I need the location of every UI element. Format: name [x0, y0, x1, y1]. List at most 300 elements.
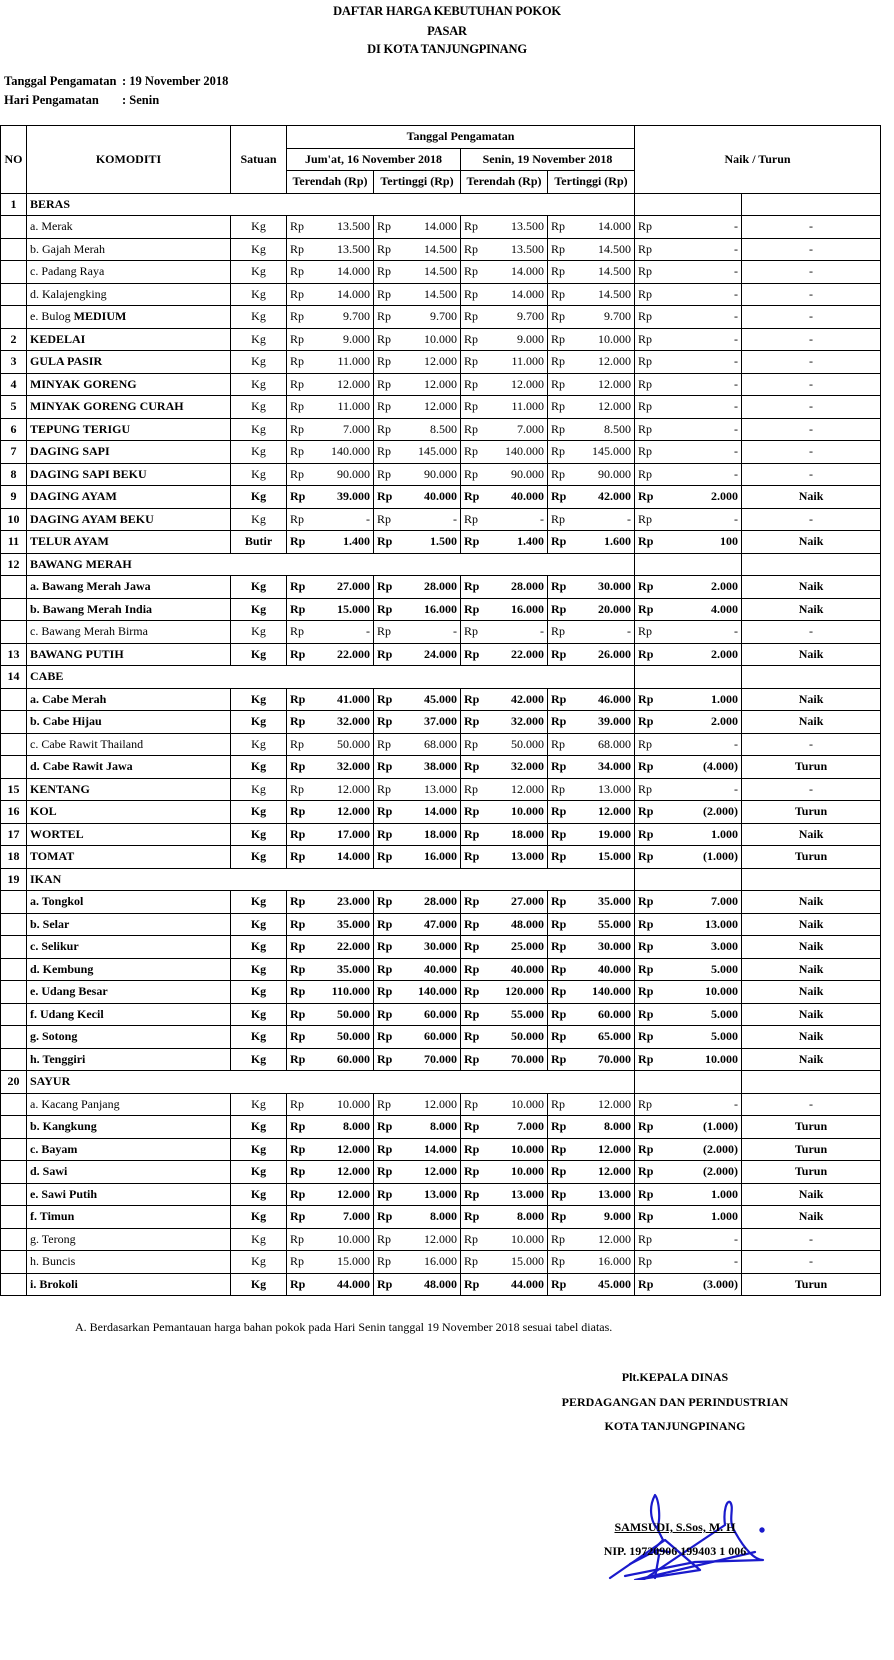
- status-cell: -: [742, 733, 881, 756]
- price-cell: [287, 261, 374, 284]
- change-cell: [635, 756, 742, 779]
- row-komoditi-text: g. Terong: [30, 1231, 76, 1246]
- price-value: 30.000: [598, 939, 632, 954]
- table-row: [1, 1048, 881, 1071]
- header-date-2: Senin, 19 November 2018: [461, 148, 635, 171]
- row-komoditi-text: BAWANG PUTIH: [30, 646, 124, 661]
- table-row: [1, 486, 881, 509]
- price-cell: [548, 486, 635, 509]
- currency-label: Rp: [551, 849, 567, 864]
- price-cell: [461, 936, 548, 959]
- row-komoditi: [27, 418, 231, 441]
- row-komoditi-text: d. Kalajengking: [30, 286, 107, 301]
- change-value: 5.000: [711, 961, 739, 976]
- price-value: -: [627, 511, 632, 526]
- row-no: [1, 576, 27, 599]
- currency-label: Rp: [638, 961, 654, 976]
- row-change-blank: [635, 868, 742, 891]
- price-cell: [374, 238, 461, 261]
- price-cell: [461, 1228, 548, 1251]
- change-cell: [635, 1003, 742, 1026]
- price-value: 9.000: [517, 331, 544, 346]
- currency-label: Rp: [638, 399, 653, 414]
- currency-label: Rp: [464, 1164, 480, 1179]
- status-cell: -: [742, 216, 881, 239]
- price-cell: [374, 283, 461, 306]
- currency-label: Rp: [551, 624, 566, 639]
- currency-label: Rp: [290, 916, 306, 931]
- price-cell: [287, 711, 374, 734]
- row-komoditi: [27, 261, 231, 284]
- change-cell: [635, 801, 742, 824]
- currency-label: Rp: [377, 286, 392, 301]
- currency-label: Rp: [377, 646, 393, 661]
- status-cell: -: [742, 508, 881, 531]
- price-cell: [461, 418, 548, 441]
- price-cell: [548, 981, 635, 1004]
- change-value: 1.000: [711, 826, 739, 841]
- currency-label: Rp: [464, 1276, 480, 1291]
- price-cell: [461, 778, 548, 801]
- row-unit: Kg: [231, 936, 287, 959]
- status-cell: -: [742, 441, 881, 464]
- currency-label: Rp: [638, 781, 653, 796]
- price-cell: [374, 891, 461, 914]
- price-cell: [374, 711, 461, 734]
- currency-label: Rp: [638, 219, 653, 234]
- currency-label: Rp: [638, 984, 654, 999]
- row-unit: Kg: [231, 1093, 287, 1116]
- row-unit: Kg: [231, 1251, 287, 1274]
- status-cell: Turun: [742, 1273, 881, 1296]
- currency-label: Rp: [377, 1051, 393, 1066]
- row-komoditi: [27, 216, 231, 239]
- currency-label: Rp: [551, 534, 567, 549]
- status-cell: -: [742, 1093, 881, 1116]
- change-cell: [635, 1138, 742, 1161]
- price-cell: [548, 351, 635, 374]
- currency-label: Rp: [290, 1119, 306, 1134]
- currency-label: Rp: [377, 1231, 392, 1246]
- price-cell: [548, 396, 635, 419]
- currency-label: Rp: [638, 331, 653, 346]
- price-value: 8.000: [343, 1119, 370, 1134]
- currency-label: Rp: [464, 624, 479, 639]
- price-value: 34.000: [598, 759, 632, 774]
- price-cell: [287, 621, 374, 644]
- price-value: 14.000: [598, 219, 632, 234]
- table-row: [1, 576, 881, 599]
- row-no: [1, 981, 27, 1004]
- observation-day: [4, 93, 159, 108]
- row-no: [1, 711, 27, 734]
- price-cell: [461, 756, 548, 779]
- price-value: 60.000: [424, 1029, 457, 1044]
- row-komoditi-text: DAGING SAPI: [30, 444, 110, 459]
- row-komoditi: [27, 936, 231, 959]
- header-no: NO: [1, 126, 27, 194]
- currency-label: Rp: [290, 1141, 306, 1156]
- row-no: 8: [1, 463, 27, 486]
- change-value: 10.000: [705, 984, 739, 999]
- price-cell: [374, 396, 461, 419]
- row-komoditi-text: c. Padang Raya: [30, 264, 105, 279]
- table-row: [1, 1026, 881, 1049]
- currency-label: Rp: [464, 691, 480, 706]
- table-row: [1, 463, 881, 486]
- price-value: 48.000: [424, 1276, 457, 1291]
- section-row: [1, 868, 881, 891]
- price-value: 1.500: [430, 534, 457, 549]
- price-cell: [548, 1206, 635, 1229]
- currency-label: Rp: [290, 601, 306, 616]
- change-value: (1.000): [703, 1119, 739, 1134]
- currency-label: Rp: [377, 984, 393, 999]
- currency-label: Rp: [638, 1276, 654, 1291]
- row-blank: [231, 666, 635, 689]
- change-cell: [635, 846, 742, 869]
- change-value: 2.000: [711, 714, 739, 729]
- row-unit: Kg: [231, 823, 287, 846]
- price-cell: [461, 958, 548, 981]
- row-unit: Kg: [231, 238, 287, 261]
- price-value: 18.000: [511, 826, 544, 841]
- price-cell: [287, 486, 374, 509]
- currency-label: Rp: [377, 601, 393, 616]
- change-value: -: [734, 376, 739, 391]
- table-row: [1, 598, 881, 621]
- price-cell: [548, 418, 635, 441]
- price-value: -: [627, 624, 632, 639]
- row-unit: Kg: [231, 508, 287, 531]
- price-value: 19.000: [598, 826, 632, 841]
- price-value: 60.000: [337, 1051, 370, 1066]
- row-no: [1, 621, 27, 644]
- status-cell: -: [742, 396, 881, 419]
- currency-label: Rp: [638, 489, 654, 504]
- change-cell: [635, 486, 742, 509]
- row-komoditi-text: a. Kacang Panjang: [30, 1096, 120, 1111]
- doc-title-line3: DI KOTA TANJUNGPINANG: [367, 42, 527, 56]
- currency-label: Rp: [551, 1276, 567, 1291]
- currency-label: Rp: [638, 849, 654, 864]
- currency-label: Rp: [464, 444, 479, 459]
- row-no: [1, 1206, 27, 1229]
- price-cell: [287, 1251, 374, 1274]
- price-cell: [548, 778, 635, 801]
- table-row: [1, 1228, 881, 1251]
- currency-label: Rp: [638, 624, 653, 639]
- price-value: -: [540, 624, 544, 639]
- currency-label: Rp: [464, 1209, 480, 1224]
- row-komoditi-text: DAGING AYAM: [30, 489, 117, 504]
- price-value: 27.000: [511, 894, 544, 909]
- change-cell: [635, 688, 742, 711]
- row-unit: Kg: [231, 1048, 287, 1071]
- price-value: -: [453, 511, 457, 526]
- change-value: -: [734, 354, 739, 369]
- currency-label: Rp: [464, 264, 479, 279]
- row-komoditi: [27, 846, 231, 869]
- change-cell: [635, 418, 742, 441]
- currency-label: Rp: [377, 1186, 393, 1201]
- price-value: 22.000: [337, 939, 370, 954]
- currency-label: Rp: [290, 241, 305, 256]
- row-no: 12: [1, 553, 27, 576]
- price-value: 14.000: [511, 286, 544, 301]
- price-cell: [374, 486, 461, 509]
- change-cell: [635, 463, 742, 486]
- table-row: [1, 801, 881, 824]
- price-cell: [548, 1116, 635, 1139]
- currency-label: Rp: [638, 1254, 653, 1269]
- row-komoditi: [27, 823, 231, 846]
- section-row: [1, 1071, 881, 1094]
- price-cell: [548, 441, 635, 464]
- price-value: 14.000: [337, 264, 370, 279]
- price-cell: [287, 913, 374, 936]
- change-cell: [635, 823, 742, 846]
- price-value: 14.000: [337, 849, 370, 864]
- row-unit: Kg: [231, 576, 287, 599]
- currency-label: Rp: [377, 309, 392, 324]
- price-cell: [374, 621, 461, 644]
- row-komoditi-text: MINYAK GORENG: [30, 376, 137, 391]
- status-cell: Naik: [742, 688, 881, 711]
- row-status-blank: [742, 666, 881, 689]
- table-row: [1, 351, 881, 374]
- change-value: 4.000: [711, 601, 739, 616]
- table-row: [1, 981, 881, 1004]
- currency-label: Rp: [551, 1254, 566, 1269]
- row-unit: Butir: [231, 531, 287, 554]
- change-cell: [635, 598, 742, 621]
- row-unit: Kg: [231, 216, 287, 239]
- price-cell: [461, 373, 548, 396]
- table-row: [1, 1116, 881, 1139]
- header-naik-turun: Naik / Turun: [635, 126, 881, 194]
- change-value: 1.000: [711, 1209, 739, 1224]
- row-unit: Kg: [231, 1183, 287, 1206]
- currency-label: Rp: [290, 511, 305, 526]
- currency-label: Rp: [464, 511, 479, 526]
- currency-label: Rp: [290, 961, 306, 976]
- price-cell: [461, 1048, 548, 1071]
- price-cell: [374, 1093, 461, 1116]
- price-cell: [461, 733, 548, 756]
- currency-label: Rp: [551, 1096, 566, 1111]
- row-komoditi-text: a. Merak: [30, 219, 73, 234]
- price-cell: [548, 463, 635, 486]
- price-cell: [461, 801, 548, 824]
- doc-title-line2: PASAR: [427, 24, 467, 38]
- price-cell: [461, 1273, 548, 1296]
- price-value: 40.000: [598, 961, 632, 976]
- price-value: 9.000: [343, 331, 370, 346]
- row-unit: Kg: [231, 1116, 287, 1139]
- price-cell: [374, 1206, 461, 1229]
- row-no: 18: [1, 846, 27, 869]
- currency-label: Rp: [464, 1096, 479, 1111]
- price-value: 10.000: [511, 804, 544, 819]
- row-komoditi-text: TOMAT: [30, 849, 75, 864]
- currency-label: Rp: [290, 1029, 306, 1044]
- currency-label: Rp: [377, 759, 393, 774]
- price-value: 32.000: [337, 759, 370, 774]
- price-value: 50.000: [511, 1029, 544, 1044]
- row-unit: Kg: [231, 621, 287, 644]
- table-row: [1, 216, 881, 239]
- status-cell: -: [742, 778, 881, 801]
- price-cell: [548, 283, 635, 306]
- row-komoditi: [27, 733, 231, 756]
- currency-label: Rp: [377, 1209, 393, 1224]
- row-komoditi: [27, 801, 231, 824]
- currency-label: Rp: [638, 601, 654, 616]
- change-cell: [635, 778, 742, 801]
- price-value: 50.000: [337, 1029, 370, 1044]
- currency-label: Rp: [290, 939, 306, 954]
- status-cell: Naik: [742, 1003, 881, 1026]
- row-komoditi: [27, 891, 231, 914]
- currency-label: Rp: [377, 511, 392, 526]
- status-cell: Naik: [742, 936, 881, 959]
- currency-label: Rp: [551, 241, 566, 256]
- currency-label: Rp: [464, 646, 480, 661]
- price-value: 12.000: [424, 1096, 457, 1111]
- row-unit: Kg: [231, 958, 287, 981]
- price-value: 12.000: [598, 804, 632, 819]
- row-unit: Kg: [231, 801, 287, 824]
- price-value: 55.000: [598, 916, 632, 931]
- price-value: 50.000: [511, 736, 544, 751]
- currency-label: Rp: [464, 961, 480, 976]
- table-row: [1, 441, 881, 464]
- price-value: 1.600: [604, 534, 632, 549]
- currency-label: Rp: [464, 601, 480, 616]
- row-komoditi-text: TEPUNG TERIGU: [30, 421, 131, 436]
- currency-label: Rp: [551, 376, 566, 391]
- table-row: [1, 688, 881, 711]
- change-value: -: [734, 219, 739, 234]
- currency-label: Rp: [464, 331, 479, 346]
- change-cell: [635, 1273, 742, 1296]
- change-value: 2.000: [711, 489, 739, 504]
- change-value: -: [734, 1231, 739, 1246]
- row-no: [1, 1251, 27, 1274]
- price-cell: [287, 643, 374, 666]
- currency-label: Rp: [290, 781, 305, 796]
- price-value: 12.000: [511, 376, 544, 391]
- currency-label: Rp: [638, 421, 653, 436]
- currency-label: Rp: [551, 939, 567, 954]
- price-cell: [374, 598, 461, 621]
- row-blank: [231, 868, 635, 891]
- table-row: [1, 778, 881, 801]
- header-high-1: Tertinggi (Rp): [374, 171, 461, 194]
- price-cell: [287, 306, 374, 329]
- currency-label: Rp: [377, 376, 392, 391]
- currency-label: Rp: [551, 489, 567, 504]
- currency-label: Rp: [638, 894, 654, 909]
- table-row: [1, 913, 881, 936]
- row-komoditi-text: e. Bulog: [30, 309, 71, 324]
- table-row: [1, 1161, 881, 1184]
- table-row: [1, 1251, 881, 1274]
- price-cell: [374, 1251, 461, 1274]
- price-value: 18.000: [424, 826, 457, 841]
- currency-label: Rp: [290, 894, 306, 909]
- row-no: [1, 688, 27, 711]
- price-value: 140.000: [505, 444, 544, 459]
- currency-label: Rp: [638, 826, 654, 841]
- row-komoditi: [27, 306, 231, 329]
- change-cell: [635, 1116, 742, 1139]
- price-value: 12.000: [337, 1164, 370, 1179]
- table-row: [1, 306, 881, 329]
- price-value: 12.000: [424, 354, 457, 369]
- row-komoditi-text: b. Bawang Merah India: [30, 601, 153, 616]
- price-cell: [287, 1138, 374, 1161]
- row-no: [1, 1116, 27, 1139]
- currency-label: Rp: [464, 309, 479, 324]
- price-value: 10.000: [511, 1141, 544, 1156]
- status-cell: Naik: [742, 1026, 881, 1049]
- row-no: 14: [1, 666, 27, 689]
- header-low-1: Terendah (Rp): [287, 171, 374, 194]
- price-value: 8.000: [517, 1209, 544, 1224]
- price-value: 10.000: [337, 1096, 370, 1111]
- status-cell: -: [742, 261, 881, 284]
- currency-label: Rp: [290, 421, 305, 436]
- table-row: [1, 261, 881, 284]
- currency-label: Rp: [464, 354, 479, 369]
- change-cell: [635, 1206, 742, 1229]
- row-unit: Kg: [231, 351, 287, 374]
- price-cell: [287, 373, 374, 396]
- price-value: 90.000: [337, 466, 370, 481]
- row-komoditi-text: a. Bawang Merah Jawa: [30, 579, 151, 594]
- change-cell: [635, 1093, 742, 1116]
- change-value: 13.000: [705, 916, 739, 931]
- currency-label: Rp: [290, 1209, 306, 1224]
- table-row: [1, 283, 881, 306]
- row-komoditi: [27, 351, 231, 374]
- row-komoditi: [27, 486, 231, 509]
- price-value: 16.000: [424, 1254, 457, 1269]
- currency-label: Rp: [290, 826, 306, 841]
- row-unit: Kg: [231, 1206, 287, 1229]
- table-row: [1, 846, 881, 869]
- row-komoditi-text: c. Bawang Merah Birma: [30, 624, 148, 639]
- table-row: [1, 891, 881, 914]
- currency-label: Rp: [464, 241, 479, 256]
- price-value: 8.500: [604, 421, 632, 436]
- row-unit: Kg: [231, 598, 287, 621]
- status-cell: -: [742, 1228, 881, 1251]
- row-komoditi-text: c. Bayam: [30, 1141, 78, 1156]
- row-unit: Kg: [231, 733, 287, 756]
- currency-label: Rp: [638, 759, 654, 774]
- currency-label: Rp: [377, 331, 392, 346]
- currency-label: Rp: [464, 1186, 480, 1201]
- table-row: [1, 373, 881, 396]
- table-row: [1, 508, 881, 531]
- price-value: 11.000: [337, 354, 370, 369]
- change-value: -: [734, 511, 739, 526]
- price-cell: [461, 396, 548, 419]
- price-cell: [374, 463, 461, 486]
